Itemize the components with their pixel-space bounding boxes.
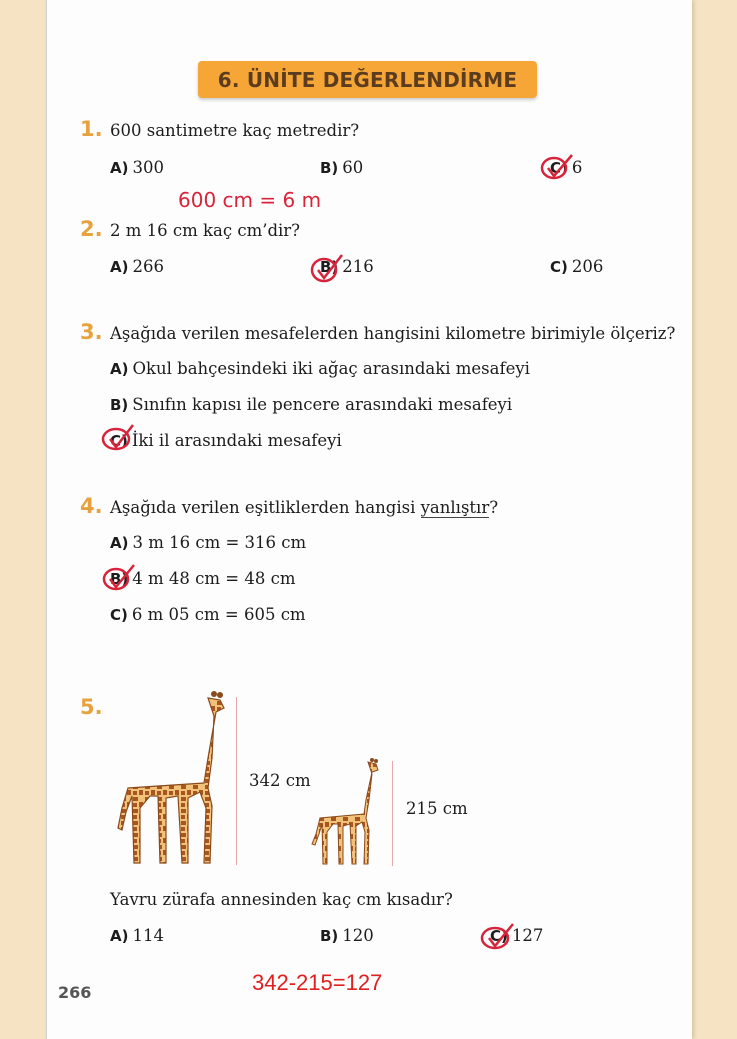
q1-option-c[interactable]: C) 6 [550,158,583,177]
q3-answer-check-icon [100,422,136,452]
q4-answer-check-icon [102,562,138,592]
underlined-word: yanlıştır [420,498,490,517]
q2-option-c[interactable]: C) 206 [550,257,604,276]
question-1-text: 600 santimetre kaç metredir? [110,121,360,140]
page-number: 266 [58,983,92,1002]
q1-option-b[interactable]: B) 60 [320,158,364,177]
q4-option-b[interactable]: B) 4 m 48 cm = 48 cm [110,569,296,588]
question-4-text: Aşağıda verilen eşitliklerden hangisi yanlıştır? [110,498,499,517]
q3-option-b[interactable]: B) Sınıfın kapısı ile pencere arasındaki mesafeyi [110,395,513,414]
baby-giraffe-illustration [306,756,384,868]
q1-option-a[interactable]: A) 300 [110,158,164,177]
q1-handwritten-work: 600 cm = 6 m [178,188,322,212]
question-2-text: 2 m 16 cm kaç cm’dir? [110,221,301,240]
adult-height-label: 342 cm [249,771,311,790]
unit-title: 6. ÜNİTE DEĞERLENDİRME [217,67,518,92]
unit-title-banner [198,61,537,98]
q5-answer-check-icon [480,922,516,952]
baby-height-line [392,761,393,866]
q3-option-c[interactable]: C) İki il arasındaki mesafeyi [110,431,342,450]
question-3-number: 3. [80,320,103,344]
q2-option-b[interactable]: B) 216 [320,257,374,276]
q4-option-c[interactable]: C) 6 m 05 cm = 605 cm [110,605,306,624]
q3-option-a[interactable]: A) Okul bahçesindeki iki ağaç arasındaki mesafeyi [110,359,530,378]
question-5-number: 5. [80,695,103,719]
q5-handwritten-work: 342-215=127 [252,970,383,995]
baby-height-label: 215 cm [406,799,468,818]
q1-answer-check-icon [540,152,576,182]
q5-option-c[interactable]: C) 127 [490,926,544,945]
textbook-page [46,0,692,1039]
adult-height-line [236,697,237,865]
q2-option-a[interactable]: A) 266 [110,257,164,276]
question-4-number: 4. [80,494,103,518]
q2-answer-check-icon [310,252,346,284]
adult-giraffe-illustration [108,688,234,868]
q5-option-a[interactable]: A) 114 [110,926,164,945]
q4-option-a[interactable]: A) 3 m 16 cm = 316 cm [110,533,307,552]
question-2-number: 2. [80,217,103,241]
question-5-text: Yavru zürafa annesinden kaç cm kısadır? [110,890,453,909]
q5-option-b[interactable]: B) 120 [320,926,374,945]
question-3-text: Aşağıda verilen mesafelerden hangisini kilometre birimiyle ölçeriz? [110,324,676,343]
question-1-number: 1. [80,117,103,141]
